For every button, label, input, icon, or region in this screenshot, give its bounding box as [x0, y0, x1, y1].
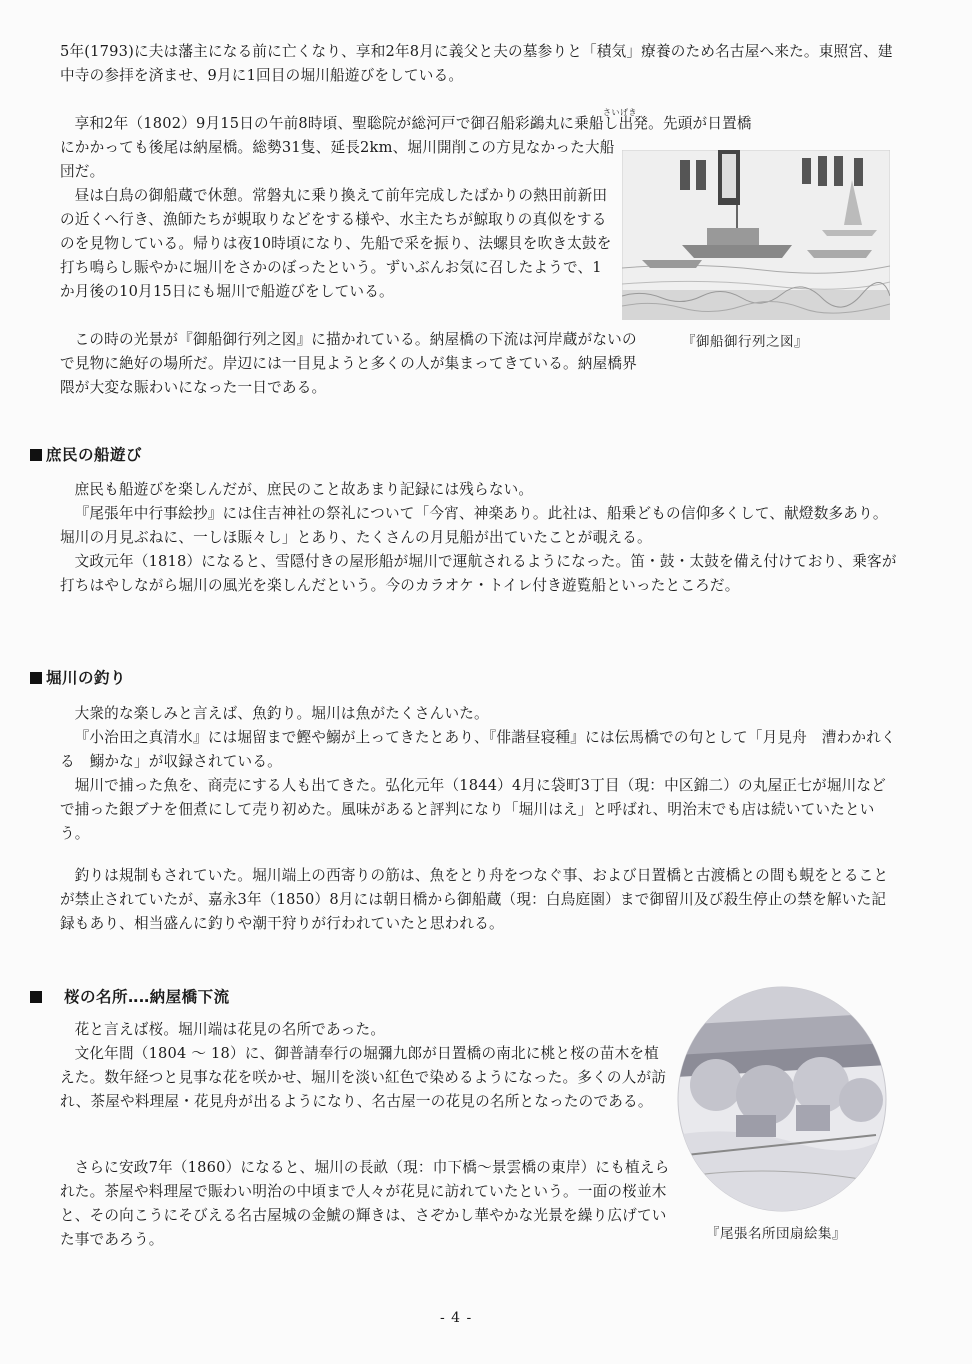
intro-paragraph: 5年(1793)に夫は藩主になる前に亡くなり、享和2年8月に義父と夫の墓参りと「積気」療養のため名古屋へ来た。東照宮、建中寺の参拝を済ませ、9月に1回目の堀川船遊びをしている。	[60, 43, 893, 84]
square-bullet-icon	[30, 991, 42, 1003]
square-bullet-icon	[30, 672, 42, 684]
page-number: - 4 -	[440, 1310, 473, 1326]
heading-commoners-boating	[30, 443, 142, 465]
procession-boat-illustration	[622, 150, 890, 320]
paragraph-cherry-planting: 文化年間（1804 ～ 18）に、御普請奉行の堀彌九郎が日置橋の南北に桃と桜の苗木を植えた。数年経つと見事な花を咲かせ、堀川を淡い紅色で染めるようになった。多くの人が訪れ、茶屋や料理屋・花見舟が出るようになり、名古屋一の花見の名所となったのである。	[60, 1045, 667, 1110]
paragraph-shiratori-rest: 昼は白鳥の御船蔵で休憩。常磐丸に乗り換えて前年完成したばかりの熱田前新田の近くへ行き、漁師たちが蜆取りなどをする様や、水主たちが鯨取りの真似をするのを見物している。帰りは夜10時頃になり、先船で采を振り、法螺貝を吹き太鼓を打ち鳴らし賑やかに堀川をさかのぼったという。ずいぶんお気に召したようで、1か月後の10月15日にも堀川で船遊びをしている。	[60, 187, 612, 300]
paragraph-fishing-records: 『小治田之真清水』には堀留まで鰹や鰯が上ってきたとあり、『俳諧昼寝種』には伝馬橋での句として「月見舟 漕わかれくる 鰯かな」が収録されている。	[60, 729, 896, 770]
paragraph-fishing-popular: 大衆的な楽しみと言えば、魚釣り。堀川は魚がたくさんいた。	[74, 705, 489, 722]
square-bullet-icon	[30, 449, 42, 461]
paragraph-yakata-boat: 文政元年（1818）になると、雪隠付きの屋形船が堀川で運航されるようになった。笛・鼓・太鼓を備え付けており、乗客が打ちはやしながら堀川の風光を楽しんだという。今のカラオケ・トイレ付き遊覧船といったところだ。	[60, 553, 897, 594]
fan-painting-illustration	[676, 985, 888, 1213]
paragraph-voyage-fleet: にかかっても後尾は納屋橋。総勢31隻、延長2km、堀川開削この方見なかった大船団だ。	[60, 139, 615, 180]
paragraph-commoners-records: 庶民も船遊びを楽しんだが、庶民のこと故あまり記録には残らない。	[74, 481, 534, 498]
paragraph-procession-scene: この時の光景が『御船御行列之図』に描かれている。納屋橋の下流は河岸蔵がないので見物に絶好の場所だ。岸辺には一目見ようと多くの人が集まってきている。納屋橋界隈が大変な賑わいになった一日である。	[60, 331, 637, 396]
caption-fan-figure: 『尾張名所団扇絵集』	[706, 1226, 846, 1242]
paragraph-fishing-regulation: 釣りは規制もされていた。堀川端上の西寄りの筋は、魚をとり舟をつなぐ事、および日置橋と古渡橋との間も蜆をとることが禁止されていたが、嘉永3年（1850）8月には朝日橋から御船蔵（現：白鳥庭園）まで御留川及び殺生停止の禁を解いた記録もあり、相当盛んに釣りや潮干狩りが行われていたと思われる。	[60, 867, 889, 932]
paragraph-sumiyoshi-festival: 『尾張年中行事絵抄』には住吉神社の祭礼について「今宵、神楽あり。此社は、船乗どもの信仰多くして、献燈数多あり。堀川の月見ぶねに、一しほ賑々し」とあり、たくさんの月見船が出ていたことが覗える。	[60, 505, 888, 546]
heading-horikawa-fishing-text: 堀川の釣り	[46, 669, 127, 687]
heading-commoners-boating-text: 庶民の船遊び	[46, 446, 143, 464]
paragraph-fish-trade: 堀川で捕った魚を、商売にする人も出てきた。弘化元年（1844）4月に袋町3丁目（現：中区錦二）の丸屋正七が堀川などで捕った銀ブナを佃煮にして売り初めた。風味があると評判になり「堀川はえ」と呼ばれ、明治末でも店は続いていたという。	[60, 777, 886, 842]
heading-horikawa-fishing	[30, 666, 126, 688]
paragraph-cherry-ansei: さらに安政7年（1860）になると、堀川の長畝（現：巾下橋～景雲橋の東岸）にも植えられた。茶屋や料理屋で賑わい明治の中頃まで人々が花見に訪れていたという。一面の桜並木と、その向こうにそびえる名古屋城の金鯱の輝きは、さぞかし華やかな光景を繰り広げていた事であろう。	[60, 1159, 670, 1248]
heading-cherry-blossom-spot-text: 桜の名所‥‥納屋橋下流	[64, 988, 230, 1006]
heading-cherry-blossom-spot	[30, 985, 230, 1007]
caption-procession-figure: 『御船御行列之図』	[682, 334, 808, 350]
paragraph-cherry-intro: 花と言えば桜。堀川端は花見の名所であった。	[74, 1021, 386, 1038]
furigana-saigeki: さいげき	[603, 108, 637, 117]
paragraph-voyage-start: 享和2年（1802）9月15日の午前8時頃、聖聡院が総河戸で御召船彩鷁丸に乗船し出発。先頭が日置橋	[74, 115, 752, 132]
